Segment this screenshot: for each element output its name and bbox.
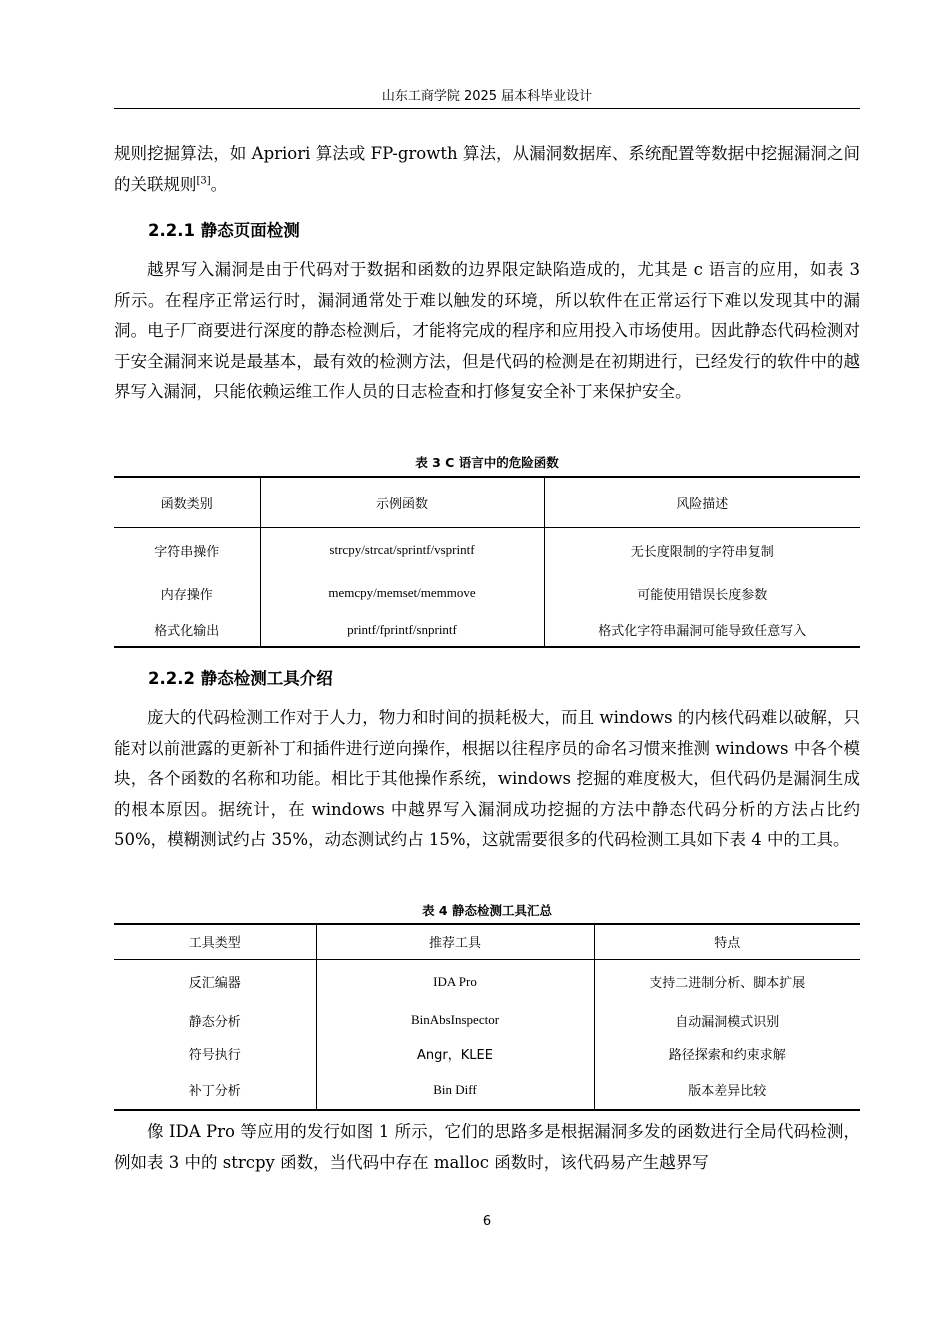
table4-cell: 版本差异比较 — [594, 1070, 860, 1110]
paragraph-222: 庞大的代码检测工作对于人力，物力和时间的损耗极大，而且 windows 的内核代码难以破解，只能对以前泄露的更新补丁和插件进行逆向操作，根据以往程序员的命名习惯来推测 windows 中各个模块，各个函数的名称和功能。相比于其他操作系统，windows 挖掘的难度极大，但代码仍是漏洞生成的根本原因。据统计，在 windows 中越界写入漏洞成功挖掘的方法中静态代码分析的方法占比约 50%，模糊测试约占 35%，动态测试约占 15%，这就需要很多的代码检测工具如下表 4 中的工具。 — [114, 708, 860, 849]
table3-cell: 无长度限制的字符串复制 — [544, 527, 860, 573]
citation-ref: [3] — [196, 175, 211, 186]
table4 — [114, 923, 860, 1111]
table4-header-feature: 特点 — [594, 924, 860, 959]
table3 — [114, 476, 860, 648]
table4-header-type: 工具类型 — [188, 936, 241, 952]
table4-cell: BinAbsInspector — [316, 1004, 594, 1036]
table3-cell: 字符串操作 — [154, 544, 220, 560]
table3-cell: memcpy/memset/memmove — [260, 573, 544, 613]
table-row — [114, 1036, 860, 1070]
table-row — [114, 1070, 860, 1110]
table4-cell: 补丁分析 — [188, 1084, 241, 1099]
running-header: 山东工商学院 2025 届本科毕业设计 — [381, 89, 593, 104]
table4-header-tool: 推荐工具 — [316, 924, 594, 959]
header-rule — [114, 108, 860, 109]
table3-header-risk: 风险描述 — [544, 477, 860, 527]
paragraph-intro-text: 规则挖掘算法，如 Apriori 算法或 FP-growth 算法，从漏洞数据库、系统配置等数据中挖掘漏洞之间的关联规则 — [114, 144, 860, 194]
table3-cell: printf/fprintf/snprintf — [260, 613, 544, 647]
paragraph-closing: 像 IDA Pro 等应用的发行如图 1 所示，它们的思路多是根据漏洞多发的函数进行全局代码检测，例如表 3 中的 strcpy 函数，当代码中存在 malloc 函数时，该代码易产生越界写 — [114, 1122, 860, 1172]
section-heading-221: 2.2.1 静态页面检测 — [148, 221, 300, 240]
table-row — [114, 527, 860, 573]
table4-cell: 自动漏洞模式识别 — [594, 1004, 860, 1036]
table-row — [114, 1004, 860, 1036]
table3-header-example: 示例函数 — [260, 477, 544, 527]
table-row — [114, 573, 860, 613]
table4-cell: Bin Diff — [316, 1070, 594, 1110]
table3-header-category: 函数类别 — [160, 496, 213, 512]
table4-cell: 路径探索和约束求解 — [594, 1036, 860, 1070]
table4-cell: Angr，KLEE — [316, 1036, 594, 1070]
page-number: 6 — [482, 1214, 492, 1229]
paragraph-221: 越界写入漏洞是由于代码对于数据和函数的边界限定缺陷造成的，尤其是 c 语言的应用，如表 3 所示。在程序正常运行时，漏洞通常处于难以触发的环境，所以软件在正常运行下难以发现其中的漏洞。电子厂商要进行深度的静态检测后，才能将完成的程序和应用投入市场使用。因此静态代码检测对于安全漏洞来说是最基本，最有效的检测方法，但是代码的检测是在初期进行，已经发行的软件中的越界写入漏洞，只能依赖运维工作人员的日志检查和打修复安全补丁来保护安全。 — [114, 260, 860, 401]
table3-cell: 内存操作 — [160, 587, 213, 603]
table3-cell: 可能使用错误长度参数 — [544, 573, 860, 613]
section-heading-222: 2.2.2 静态检测工具介绍 — [148, 669, 333, 688]
table-row — [114, 613, 860, 647]
table4-caption: 表 4 静态检测工具汇总 — [422, 903, 552, 918]
paragraph-intro-end: 。 — [210, 174, 228, 194]
table3-cell: 格式化输出 — [154, 624, 220, 639]
table4-cell: 静态分析 — [188, 1014, 241, 1030]
table4-cell: IDA Pro — [316, 959, 594, 1004]
paragraph-intro — [114, 139, 860, 200]
table-row — [114, 959, 860, 1004]
table4-cell: 反汇编器 — [188, 976, 241, 992]
table4-cell: 支持二进制分析、脚本扩展 — [594, 959, 860, 1004]
table3-caption: 表 3 C 语言中的危险函数 — [415, 455, 559, 470]
table3-cell: 格式化字符串漏洞可能导致任意写入 — [544, 613, 860, 647]
table3-cell: strcpy/strcat/sprintf/vsprintf — [260, 527, 544, 573]
table4-cell: 符号执行 — [188, 1047, 241, 1063]
